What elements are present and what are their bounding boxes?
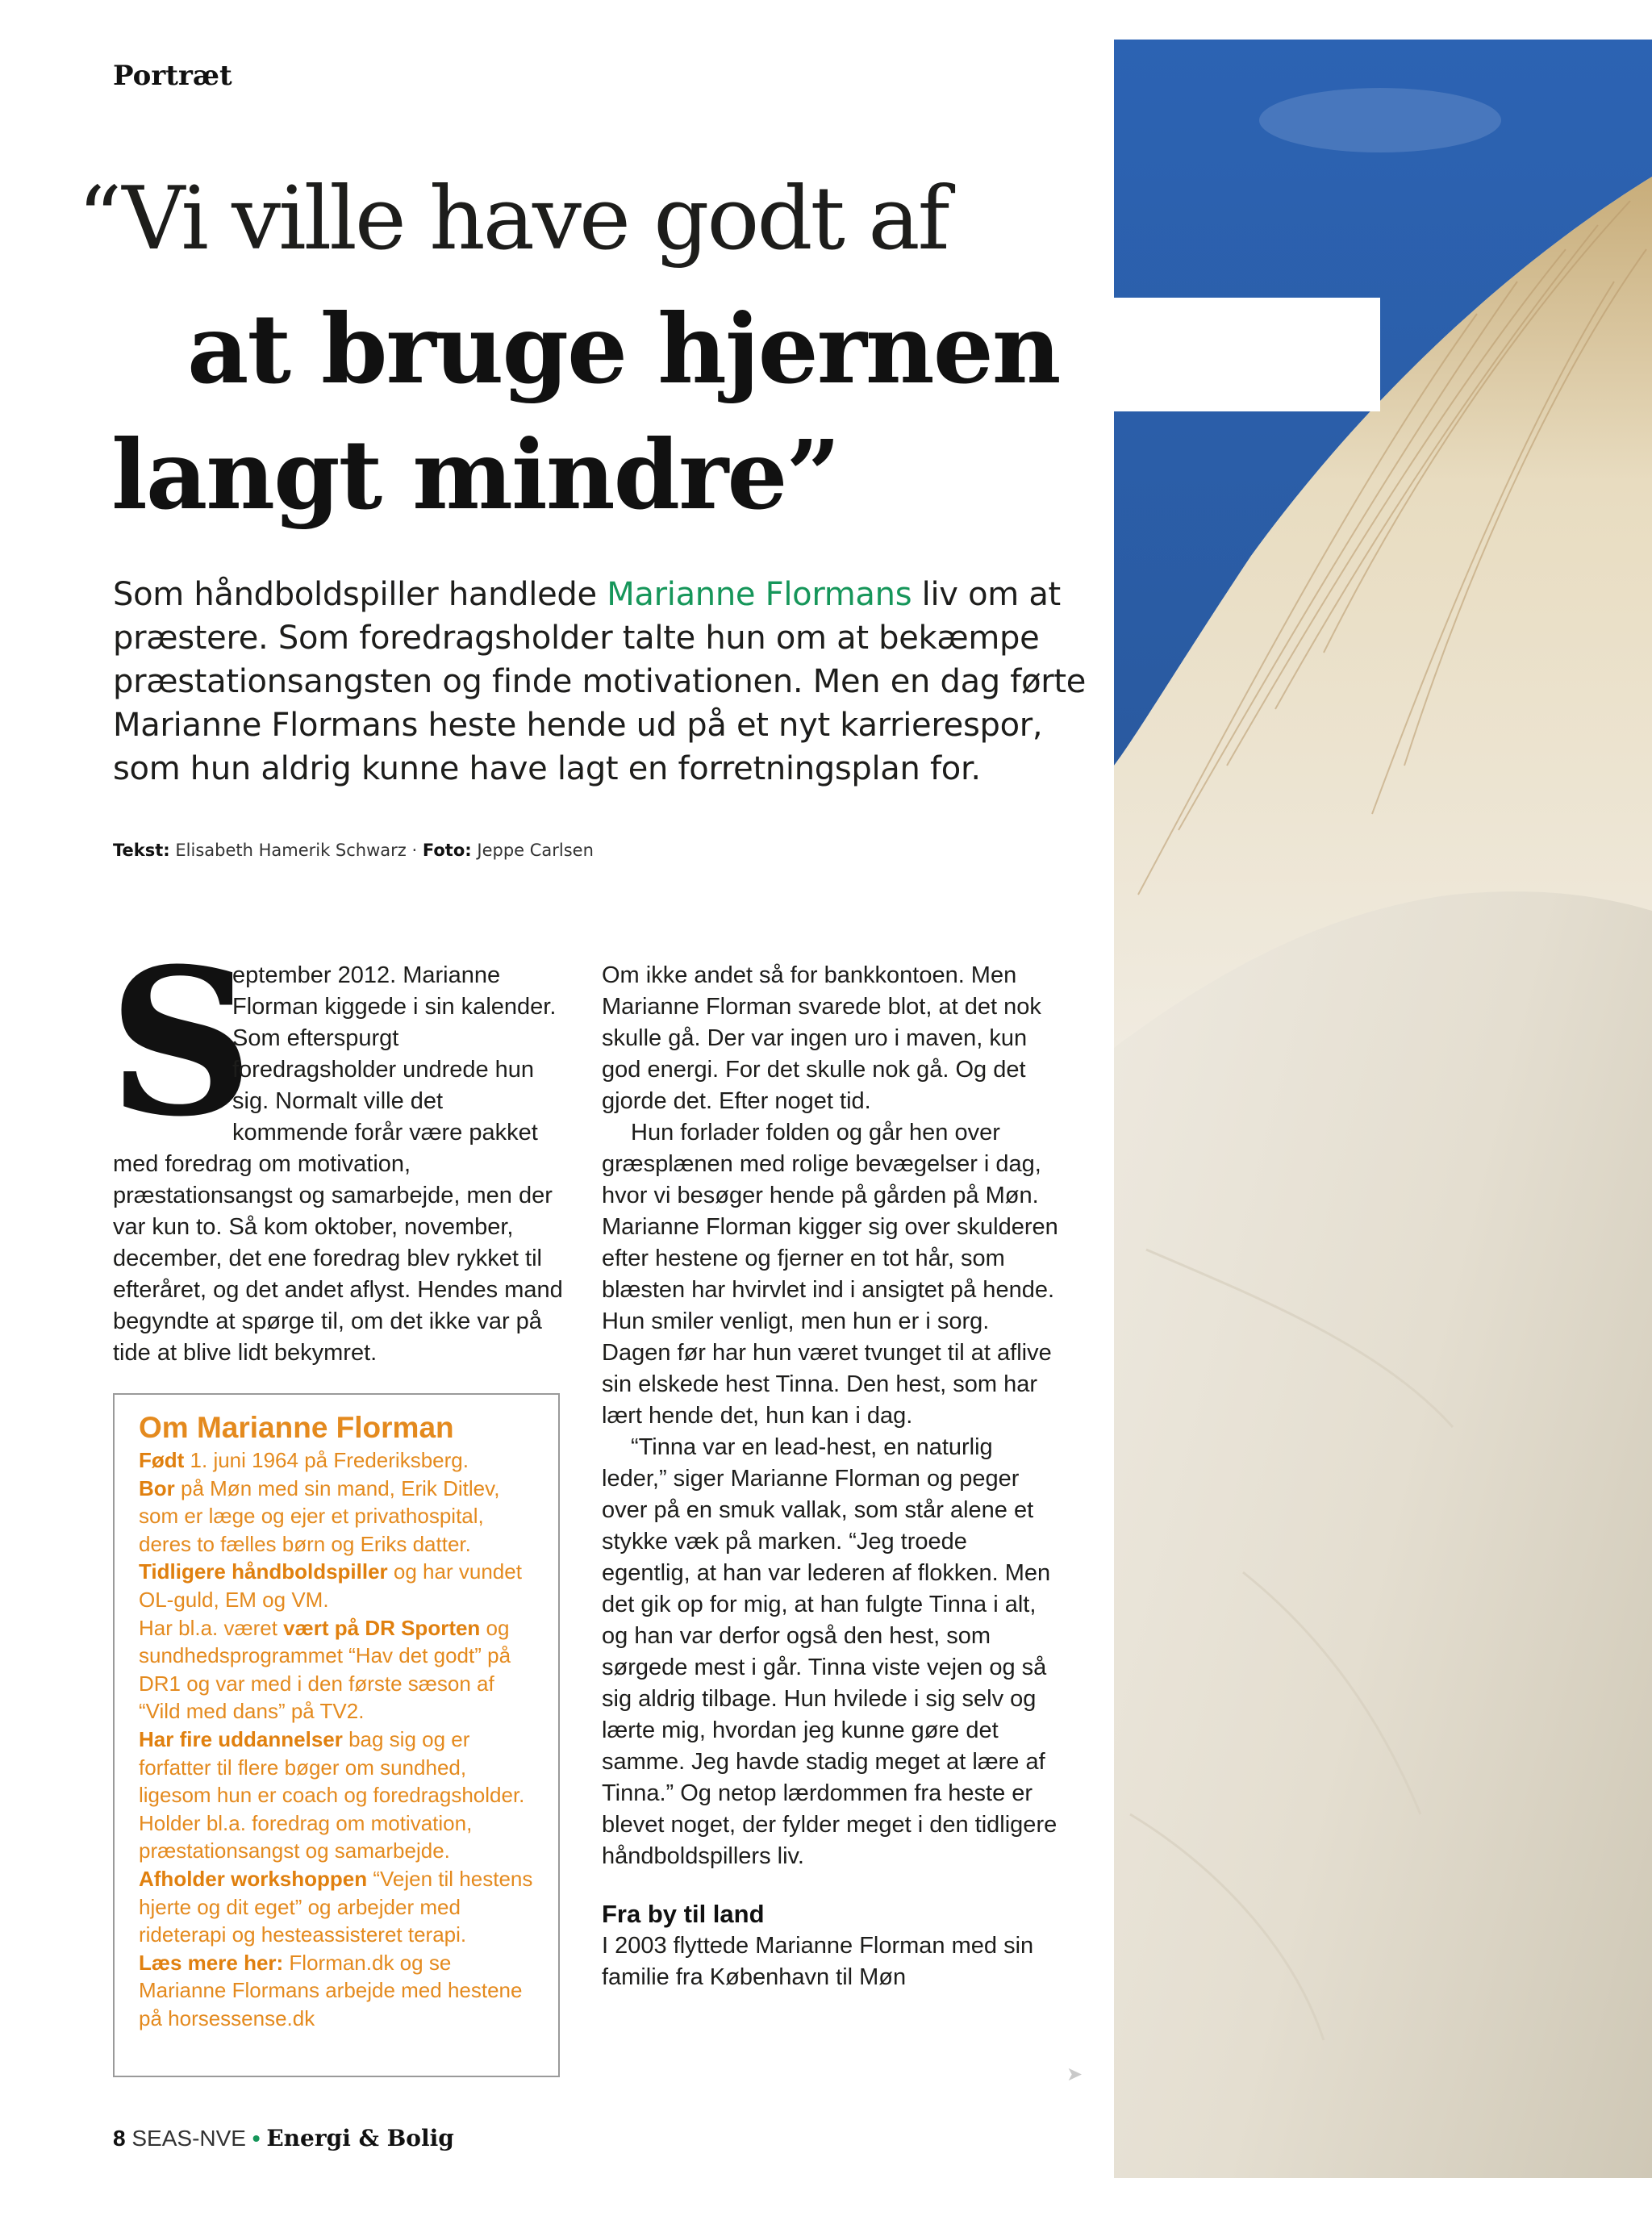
- page-number: 8: [113, 2126, 126, 2151]
- article-paragraph: Om ikke andet så for bankkontoen. Men Marianne Florman svarede blot, at det nok skulle gå. Der var ingen uro i maven, kun god energi. For det skulle nok gå. Og det gjorde det. Efter noget tid.: [602, 962, 1041, 1114]
- headline-line-3: langt mindre”: [111, 419, 840, 531]
- fact-handball: [139, 1558, 534, 1613]
- fact-box: [113, 1393, 560, 2077]
- section-label: Portræt: [113, 60, 232, 92]
- footer-bullet: •: [252, 2126, 261, 2151]
- byline-text-label: Tekst:: [113, 841, 170, 860]
- fact-tv: [139, 1614, 534, 1726]
- fact-text: på Møn med sin mand, Erik Ditlev, som er læge og ejer et privathospital, deres to fælles børn og Eriks datter.: [139, 1475, 500, 1556]
- byline-photo-label: Foto:: [422, 841, 472, 860]
- fact-text: “Vejen til hestens hjerte og dit eget” og arbejder med rideterapi og hesteassisteret terapi.: [139, 1866, 533, 1947]
- headline-line-1: “Vi ville have godt af: [77, 169, 948, 269]
- fact-text: og sundhedsprogrammet “Hav det godt” på DR1 og var med i den første sæson af “Vild med dans” på TV2.: [139, 1615, 511, 1724]
- fact-text: bag sig og er forfatter til flere bøger om sundhed, ligesom hun er coach og foredragsholder. Holder bl.a. foredrag om motivation, præstationsangst og samarbejde.: [139, 1726, 525, 1863]
- fact-workshop: [139, 1865, 534, 1949]
- fact-text: Florman.dk og se Marianne Flormans arbejde med hestene på horsessense.dk: [139, 1950, 523, 2030]
- fact-education: [139, 1726, 534, 1865]
- footer-magazine: Energi & Bolig: [266, 2125, 454, 2151]
- article-subheading: Fra by til land: [602, 1900, 765, 1928]
- fact-label: Født: [139, 1448, 185, 1472]
- article-column-2: [602, 960, 1062, 1993]
- article-paragraph: I 2003 flyttede Marianne Florman med sin familie fra København til Møn: [602, 1933, 1034, 1990]
- article-paragraph: Hun forlader folden og går hen over græsplænen med rolige bevægelser i dag, hvor vi besøger hende på gården på Møn. Marianne Florman kigger sig over skulderen efter hestene og fjerner en tot hår, som blæsten har hvirvlet ind i ansigtet på hende. Hun smiler venligt, men hun er i sorg. Dagen før har hun været tvunget til at aflive sin elskede hest Tinna. Den hest, som har lært hende det, hun kan i dag.: [602, 1120, 1058, 1429]
- article-paragraph: “Tinna var en lead-hest, en naturlig leder,” siger Marianne Florman og peger over på en smuk vallak, som står alene et stykke væk på marken. “Jeg troede egentlig, at han var lederen af flokken. Men det gik op for mig, at han fulgte Tinna i alt, og han var derfor også den hest, som sørgede mest i går. Tinna viste vejen og så sig aldrig tilbage. Hun hvilede i sig selv og lærte mig, hvordan jeg kunne gøre det samme. Jeg havde stadig meget at lære af Tinna.” Og netop lærdommen fra heste er blevet noget, der fylder meget i den tidligere håndboldspillers liv.: [602, 1434, 1058, 1869]
- fact-text: 1. juni 1964 på Frederiksberg.: [184, 1448, 469, 1472]
- fact-label: vært på DR Sporten: [283, 1615, 481, 1640]
- fact-label: Afholder workshoppen: [139, 1866, 368, 1891]
- fact-label: Tidligere håndboldspiller: [139, 1559, 388, 1584]
- footer-company: SEAS-NVE: [131, 2126, 246, 2151]
- fact-text: og har vundet OL-guld, EM og VM.: [139, 1559, 522, 1612]
- arrow-right-icon: ➤: [1066, 2063, 1083, 2085]
- intro-paragraph: [113, 573, 1097, 791]
- fact-residence: [139, 1475, 534, 1559]
- byline-photographer: Jeppe Carlsen: [477, 841, 594, 860]
- drop-cap: S: [108, 924, 254, 1161]
- fact-read-more: [139, 1949, 534, 2033]
- byline-author: Elisabeth Hamerik Schwarz: [175, 841, 407, 860]
- page-footer: [113, 2125, 454, 2151]
- article-paragraph: eptember 2012. Marianne Florman kiggede i sin kalender. Som efterspurgt foredragsholder undrede hun sig. Normalt ville det kommende forår være pakket med foredrag om motivation, præstationsangst og samarbejde, men der var kun to. Så kom oktober, november, december, det ene foredrag blev rykket til efteråret, og det andet aflyst. Hendes mand begyndte at spørge til, om det ikke var på tide at blive lidt bekymret.: [113, 962, 563, 1366]
- fact-label: Læs mere her:: [139, 1950, 284, 1975]
- fact-text: Har bl.a. været: [139, 1615, 284, 1640]
- byline: [113, 841, 594, 860]
- article-column-1: [108, 924, 565, 1369]
- intro-name-highlight: Marianne Flormans: [607, 576, 912, 613]
- intro-text-start: Som håndboldspiller handlede: [113, 576, 607, 613]
- byline-separator: ·: [411, 841, 418, 860]
- fact-box-title: Om Marianne Florman: [139, 1411, 454, 1444]
- headline-line-2: at bruge hjernen: [187, 293, 1060, 405]
- fact-born: [139, 1446, 534, 1475]
- intro-text-rest: liv om at præstere. Som foredragsholder talte hun om at bekæmpe præstationsangsten og finde motivationen. Men en dag førte Marianne Flormans heste hende ud på et nyt karrierespor, som hun aldrig kunne have lagt en forretningsplan for.: [113, 576, 1087, 787]
- fact-label: Bor: [139, 1475, 175, 1500]
- fact-label: Har fire uddannelser: [139, 1726, 343, 1751]
